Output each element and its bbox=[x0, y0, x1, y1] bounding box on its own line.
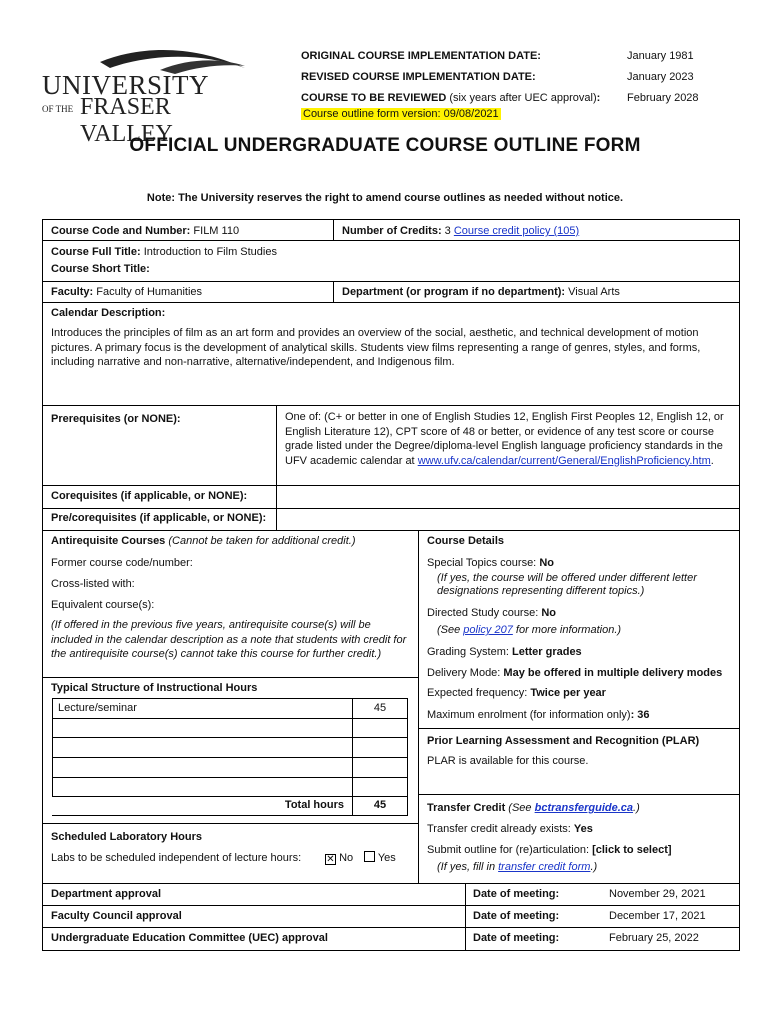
lab-label: Scheduled Laboratory Hours bbox=[51, 831, 202, 843]
logo-fraser-valley: FRASER VALLEY bbox=[80, 94, 173, 147]
former-code: Former course code/number: bbox=[51, 557, 193, 569]
articulation-select[interactable]: [click to select] bbox=[592, 844, 672, 856]
short-title: Course Short Title: bbox=[51, 263, 150, 275]
credit-policy-link[interactable]: Course credit policy (105) bbox=[453, 225, 580, 237]
original-date-value: January 1981 bbox=[627, 50, 694, 62]
equivalent-courses: Equivalent course(s): bbox=[51, 599, 155, 611]
prereq-label: Prerequisites (or NONE): bbox=[51, 413, 181, 425]
total-hours-label: Total hours bbox=[284, 799, 344, 811]
page-title: OFFICIAL UNDERGRADUATE COURSE OUTLINE FORM bbox=[129, 135, 641, 156]
special-topics: Special Topics course: No bbox=[427, 557, 554, 569]
checked-box-icon[interactable]: ✕ bbox=[326, 854, 335, 865]
antireq-label: Antirequisite Courses (Cannot be taken for additional credit.) bbox=[51, 535, 356, 547]
delivery-mode: Delivery Mode: May be offered in multiple delivery modes bbox=[427, 667, 723, 679]
expected-frequency: Expected frequency: Twice per year bbox=[427, 687, 606, 699]
approval-date: February 25, 2022 bbox=[609, 932, 699, 944]
lab-yes-option[interactable]: Yes bbox=[364, 851, 396, 865]
plar-text: PLAR is available for this course. bbox=[427, 755, 589, 767]
course-code: Course Code and Number: FILM 110 bbox=[51, 225, 240, 237]
university-logo bbox=[40, 44, 250, 147]
amend-note: Note: The University reserves the right to amend course outlines as needed without notice. bbox=[146, 192, 624, 204]
approval-label: Department approval bbox=[51, 888, 162, 900]
review-date-label: COURSE TO BE REVIEWED (six years after UEC approval): bbox=[301, 92, 601, 104]
bctransferguide-link[interactable]: bctransferguide.ca bbox=[534, 802, 634, 814]
calendar-label: Calendar Description: bbox=[51, 307, 166, 319]
approval-date-label: Date of meeting: bbox=[473, 910, 560, 922]
precoreq-label: Pre/corequisites (if applicable, or NONE): bbox=[51, 512, 267, 524]
approval-label: Faculty Council approval bbox=[51, 910, 182, 922]
approval-date: December 17, 2021 bbox=[609, 910, 706, 922]
special-topics-note: (If yes, the course will be offered under different letter designations representing different topics.) bbox=[437, 572, 697, 597]
cross-listed: Cross-listed with: bbox=[51, 578, 135, 590]
total-hours-value: 45 bbox=[373, 799, 387, 811]
approval-date-label: Date of meeting: bbox=[473, 888, 560, 900]
prereq-text: One of: (C+ or better in one of English Studies 12, English First Peoples 12, English 12, or English Literature 12), CPT score of 48 or better, or evidence of any test score or course grade listed under the Degree/diploma-level English language proficiency standards in the UFV academic calendar at www.ufv.ca/calendar/current/General/EnglishProficiency.htm. bbox=[285, 411, 724, 467]
review-date-value: February 2028 bbox=[627, 92, 699, 104]
transfer-credit-form-link[interactable]: transfer credit form bbox=[498, 861, 591, 873]
english-proficiency-link[interactable]: www.ufv.ca/calendar/current/General/EnglishProficiency.htm bbox=[417, 454, 711, 467]
checkbox-icon[interactable] bbox=[364, 851, 375, 862]
calendar-description: Introduces the principles of film as an art form and provides an overview of the social, aesthetic, and technical development of motion pictures. A primary focus is the development of analytical skills. Students view films representing a range of genres, styles, and forms, including narrative and non-narrative, alternative/independent, and Indigenous film. bbox=[51, 327, 701, 368]
directed-study: Directed Study course: No bbox=[427, 607, 557, 619]
approval-label: Undergraduate Education Committee (UEC) approval bbox=[51, 932, 328, 944]
department: Department (or program if no department): Visual Arts bbox=[342, 286, 620, 298]
faculty: Faculty: Faculty of Humanities bbox=[51, 286, 203, 298]
plar-label: Prior Learning Assessment and Recognition (PLAR) bbox=[427, 735, 700, 747]
transfer-exists: Transfer credit already exists: Yes bbox=[427, 823, 593, 835]
transfer-label: Transfer Credit (See bctransferguide.ca.) bbox=[427, 802, 640, 814]
max-enrolment: Maximum enrolment (for information only): 36 bbox=[427, 709, 650, 721]
policy-207-link[interactable]: policy 207 bbox=[463, 624, 513, 636]
details-label: Course Details bbox=[427, 535, 505, 547]
antireq-note: (If offered in the previous five years, antirequisite course(s) will be included in the calendar description as a note that students with credit for the antirequisite course(s) cannot take this course for further credit.) bbox=[51, 619, 407, 660]
directed-note: (See policy 207 for more information.) bbox=[437, 624, 622, 636]
lab-text: Labs to be scheduled independent of lecture hours: bbox=[51, 852, 302, 864]
approval-date-label: Date of meeting: bbox=[473, 932, 560, 944]
revised-date-value: January 2023 bbox=[627, 71, 694, 83]
lab-no-option[interactable]: ✕ No bbox=[326, 852, 354, 865]
logo-of-the: OF THE bbox=[42, 104, 74, 114]
full-title: Course Full Title: Introduction to Film Studies bbox=[51, 246, 277, 258]
submit-articulation: Submit outline for (re)articulation: [click to select] bbox=[427, 844, 672, 856]
credits: Number of Credits: 3 Course credit policy (105) bbox=[342, 225, 580, 237]
transfer-form-note: (If yes, fill in transfer credit form.) bbox=[437, 861, 598, 873]
hours-row-name: Lecture/seminar bbox=[58, 702, 137, 714]
grading-system: Grading System: Letter grades bbox=[427, 646, 582, 658]
revised-date-label: REVISED COURSE IMPLEMENTATION DATE: bbox=[301, 71, 536, 83]
hours-row-value: 45 bbox=[373, 702, 387, 714]
logo-university: UNIVERSITY bbox=[42, 70, 209, 100]
form-version: Course outline form version: 09/08/2021 bbox=[303, 108, 499, 120]
approval-date: November 29, 2021 bbox=[609, 888, 706, 900]
hours-label: Typical Structure of Instructional Hours bbox=[51, 682, 258, 694]
original-date-label: ORIGINAL COURSE IMPLEMENTATION DATE: bbox=[301, 50, 541, 62]
coreq-label: Corequisites (if applicable, or NONE): bbox=[51, 490, 248, 502]
